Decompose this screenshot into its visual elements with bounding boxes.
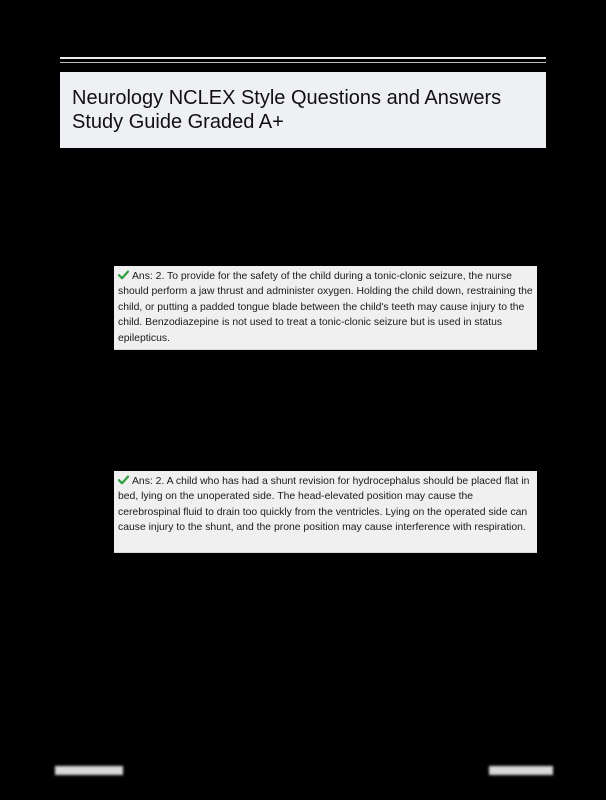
top-rule [60, 57, 546, 59]
footer-left-redacted [55, 766, 123, 775]
check-icon [118, 270, 129, 280]
title-banner [60, 72, 546, 148]
top-rule-thin [60, 62, 546, 63]
answer-paragraph [118, 474, 533, 536]
answer-box [114, 471, 537, 553]
answer-text: Ans: 2. To provide for the safety of the child during a tonic-clonic seizure, the nurse should perform a jaw thrust and administer oxygen. Holding the child down, restraining the child, or putting a padded tongue blade between the child's teeth may cause injury to the child. Benzodiazepine is not used to treat a tonic-clonic seizure but is used in status epilepticus. [118, 271, 533, 344]
document-title: Neurology NCLEX Style Questions and Answers Study Guide Graded A+ [72, 87, 502, 133]
answer-text: Ans: 2. A child who has had a shunt revision for hydrocephalus should be placed flat in bed, lying on the unoperated side. The head-elevated position may cause the cerebrospinal fluid to drain too quickly from the ventricles. Lying on the operated side can cause injury to the shunt, and the prone position may cause interference with respiration. [118, 476, 530, 534]
footer-right-redacted [489, 766, 553, 775]
answer-box [114, 266, 537, 350]
check-icon [118, 475, 129, 485]
answer-paragraph [118, 269, 533, 346]
